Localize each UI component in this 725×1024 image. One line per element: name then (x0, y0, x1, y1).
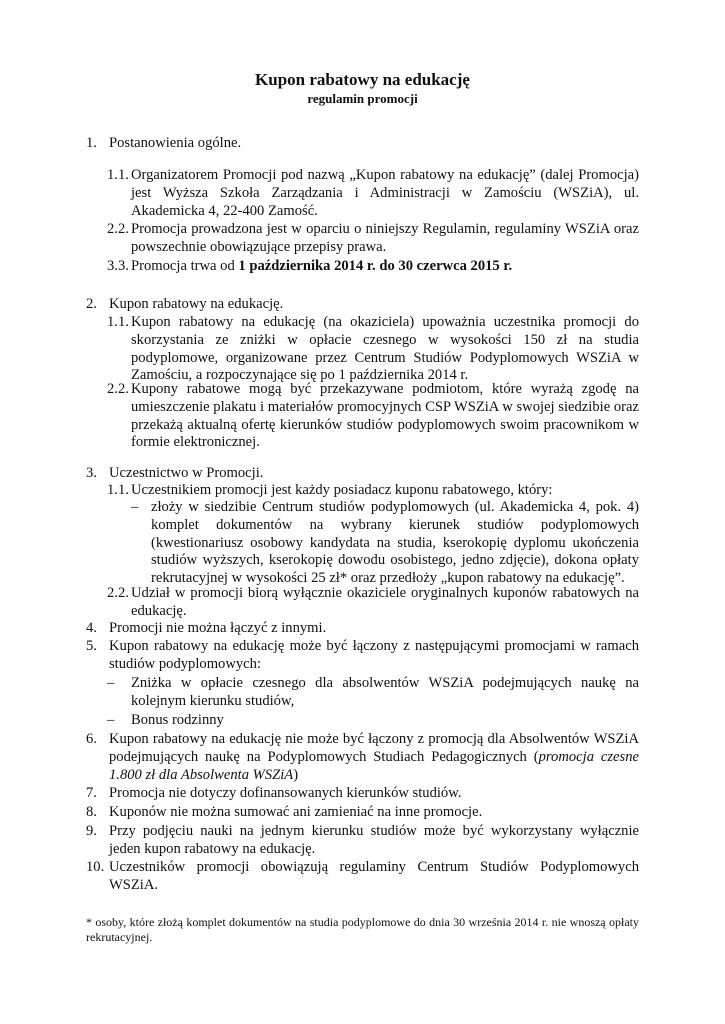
section-5: 5. Kupon rabatowy na edukację może być łączony z następującymi promocjami w ramach studiów podyplomowych: (86, 638, 639, 672)
section-5-item-1: – Zniżka w opłacie czesnego dla absolwentów WSZiA podejmujących naukę na kolejnym kierunku studiów, (107, 675, 639, 709)
page-title: Kupon rabatowy na edukację (255, 70, 470, 89)
section-1-2: 2.2. Promocja prowadzona jest w oparciu o niniejszy Regulamin, regulaminy WSZiA oraz powszechnie obowiązujące przepisy prawa. (107, 221, 639, 255)
section-5-item-2: – Bonus rodzinny (107, 712, 224, 728)
section-1-1: 1.1. Organizatorem Promocji pod nazwą „Kupon rabatowy na edukację” (dalej Promocja) jest Wyższa Szkoła Zarządzania i Administracji w Zamościu (WSZiA), ul. Akademicka 4, 22-400 Zamość. (107, 167, 639, 219)
section-6: 6. Kupon rabatowy na edukację nie może być łączony z promocją dla Absolwentów WSZiA podejmujących naukę na Podyplomowych Studiach Pedagogicznych (promocja czesne 1.800 zł dla Absolwenta WSZiA) (86, 731, 639, 783)
section-2-2: 2.2. Kupony rabatowe mogą być przekazywane podmiotom, które wyrażą zgodę na umieszczenie plakatu i materiałów promocyjnych CSP WSZiA w swojej siedzibie oraz przekażą aktualną ofertę kierunków studiów podyplomowych swoim pracownikom w formie elektronicznej. (107, 381, 639, 451)
section-9: 9. Przy podjęciu nauki na jednym kierunku studiów może być wykorzystany wyłącznie jeden kupon rabatowy na edukację. (86, 823, 639, 857)
section-7: 7. Promocja nie dotyczy dofinansowanych kierunków studiów. (86, 785, 462, 801)
section-8: 8. Kuponów nie można sumować ani zamieniać na inne promocje. (86, 804, 483, 820)
section-3-dash-item: – złoży w siedzibie Centrum studiów podyplomowych (ul. Akademicka 4, pok. 4) komplet dokumentów na wybrany kierunek studiów podyplomowych (kwestionariusz osobowy kandydata na studia, kserokopię dyplomu ukończenia studiów wyższych, kserokopię dowodu osobistego, jedno zdjęcie), dokona opłaty rekrutacyjnej w wysokości 25 zł* oraz przedłoży „kupon rabatowy na edukację”. (131, 499, 639, 587)
section-10: 10. Uczestników promocji obowiązują regulaminy Centrum Studiów Podyplomowych WSZiA. (86, 859, 639, 893)
section-3-1: 1.1. Uczestnikiem promocji jest każdy posiadacz kuponu rabatowego, który: (107, 482, 553, 498)
footnote: * osoby, które złożą komplet dokumentów na studia podyplomowe do dnia 30 września 2014 r. nie wnoszą opłaty rekrutacyjnej. (86, 915, 639, 944)
document-page: Kupon rabatowy na edukację regulamin promocji 1. Postanowienia ogólne. 1.1. Organizatorem Promocji pod nazwą „Kupon rabatowy na edukację” (dalej Promocja) jest Wyższa Szkoła Zarządzania i Administracji w Zamościu (WSZiA), ul. Akademicka 4, 22-400 Zamość. 2.2. Promocja prowadzona jest w oparciu o niniejszy Regulamin, regulaminy WSZiA oraz powszechnie obowiązujące przepisy prawa. 3.3. Promocja trwa od 1 października 2014 r. do 30 czerwca 2015 r. 2. Kupon rabatowy na edukację. 1.1. Kupon rabatowy na edukację (na okaziciela) upoważnia uczestnika promocji do skorzystania ze zniżki w opłacie czesnego w wysokości 150 zł na studia podyplomowe, organizowane przez Centrum Studiów Podyplomowych WSZiA w Zamościu, a rozpoczynające się po 1 października 2014 r. 2.2. Kupony rabatowe mogą być przekazywane podmiotom, które wyrażą zgodę na umieszczenie plakatu i materiałów promocyjnych CSP WSZiA w swojej siedzibie oraz przekażą aktualną ofertę kierunków studiów podyplomowych swoim pracownikom w formie elektronicznej. 3. Uczestnictwo w Promocji. 1.1. Uczestnikiem promocji jest każdy posiadacz kuponu rabatowego, który: – złoży w siedzibie Centrum studiów podyplomowych (ul. Akademicka 4, pok. 4) komplet dokumentów na wybrany kierunek studiów podyplomowych (kwestionariusz osobowy kandydata na studia, kserokopię dyplomu ukończenia studiów wyższych, kserokopię dowodu osobistego, jedno zdjęcie), dokona opłaty rekrutacyjnej w wysokości 25 zł* oraz przedłoży „kupon rabatowy na edukację”. 2.2. Udział w promocji biorą wyłącznie okaziciele oryginalnych kuponów rabatowych na edukację. 4. Promocji nie można łączyć z innymi. 5. Kupon rabatowy na edukację może być łączony z następującymi promocjami w ramach studiów podyplomowych: – Zniżka w opłacie czesnego dla absolwentów WSZiA podejmujących naukę na kolejnym kierunku studiów, – Bonus rodzinny 6. Kupon rabatowy na edukację nie może być łączony z promocją dla Absolwentów WSZiA podejmujących naukę na Podyplomowych Studiach Pedagogicznych (promocja czesne 1.800 zł dla Absolwenta WSZiA) 7. Promocja nie dotyczy dofinansowanych kierunków studiów. 8. Kuponów nie można sumować ani zamieniać na inne promocje. 9. Przy podjęciu nauki na jednym kierunku studiów może być wykorzystany wyłącznie jeden kupon rabatowy na edukację. 10. Uczestników promocji obowiązują regulaminy Centrum Studiów Podyplomowych WSZiA. * osoby, które złożą komplet dokumentów na studia podyplomowe do dnia 30 września 2014 r. nie wnoszą opłaty rekrutacyjnej. (0, 0, 725, 1024)
section-1-3: 3.3. Promocja trwa od 1 października 2014 r. do 30 czerwca 2015 r. (107, 258, 513, 274)
section-4: 4. Promocji nie można łączyć z innymi. (86, 620, 327, 636)
page-subtitle: regulamin promocji (307, 91, 418, 106)
section-2-1: 1.1. Kupon rabatowy na edukację (na okaziciela) upoważnia uczestnika promocji do skorzystania ze zniżki w opłacie czesnego w wysokości 150 zł na studia podyplomowe, organizowane przez Centrum Studiów Podyplomowych WSZiA w Zamościu, a rozpoczynające się po 1 października 2014 r. (107, 314, 639, 384)
section-3-2: 2.2. Udział w promocji biorą wyłącznie okaziciele oryginalnych kuponów rabatowych na edukację. (107, 585, 639, 619)
